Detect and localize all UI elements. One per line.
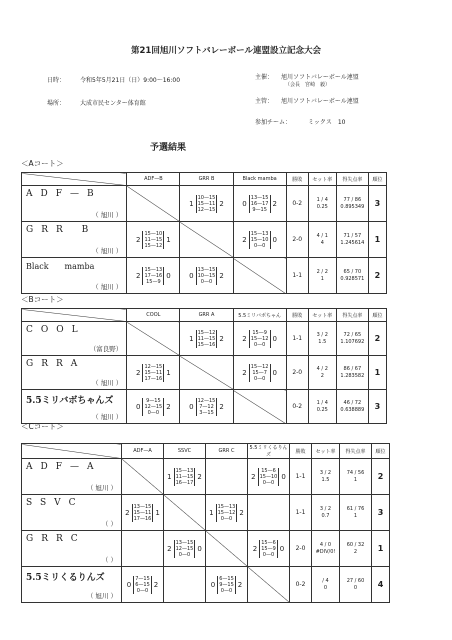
sets-lost: 2 [219, 402, 224, 411]
team-name: GRRC [26, 533, 86, 544]
point-count: 61 / 76 [346, 505, 365, 512]
column-header: 勝敗 [286, 173, 308, 186]
win-loss: 2-0 [286, 356, 308, 390]
sets-lost: 2 [219, 271, 224, 280]
set-count: / 4 [322, 577, 329, 584]
results-table [21, 172, 387, 294]
sets-lost: 2 [166, 402, 171, 411]
rank: 2 [368, 258, 386, 294]
match-cell [233, 322, 286, 356]
sets-lost: 0 [279, 544, 285, 553]
sets-won: 2 [136, 368, 141, 377]
column-header: GRR B [180, 173, 233, 186]
column-header: 順位 [368, 309, 386, 322]
set-scores: 15—12 15—7 0—0 [250, 363, 269, 382]
results-table [21, 308, 387, 424]
set-ratio [308, 322, 336, 356]
court-a-label: ＜Aコート＞ [21, 159, 64, 168]
win-loss: 0-2 [286, 186, 308, 222]
team-name: 5.5ミリくるりんズ [26, 572, 105, 583]
point-rate: 1 [353, 512, 358, 519]
match-cell [248, 459, 290, 495]
sets-lost: 1 [155, 508, 160, 517]
set-scores: 13—15 10—15 0—0 [197, 266, 216, 285]
sets-won: 2 [167, 544, 172, 553]
set-count: 3 / 2 [316, 331, 328, 338]
set-scores: 15—9 15—12 0—0 [250, 329, 269, 348]
sets-won: 0 [189, 271, 194, 280]
team-city: （ ） [101, 555, 117, 564]
self-match-cell [180, 222, 233, 258]
team-row [22, 356, 387, 390]
set-scores: 7—15 6—15 0—0 [135, 575, 150, 594]
win-loss: 2-0 [286, 222, 308, 258]
match-cell [248, 495, 290, 531]
team-name: COOL [26, 324, 86, 335]
set-count: 2 / 2 [316, 268, 328, 275]
self-match-cell [127, 186, 180, 222]
sets-won: 2 [136, 271, 141, 280]
team-cell [22, 459, 122, 495]
set-scores: 13—15 15—11 17—16 [133, 503, 152, 522]
team-cell [22, 322, 127, 356]
date-label: 日時： [47, 77, 66, 84]
results-table [21, 443, 390, 603]
match-cell [180, 390, 233, 424]
set-ratio [308, 186, 336, 222]
set-count: 3 / 2 [319, 505, 332, 512]
results-heading: 予選結果 [150, 143, 187, 153]
sets-lost: 2 [272, 199, 277, 208]
sets-lost: 2 [153, 580, 159, 589]
teams-value: ミックス 10 [308, 119, 346, 126]
sets-lost: 2 [219, 334, 224, 343]
self-match-cell [122, 459, 164, 495]
team-name: Black mamba [26, 261, 95, 271]
team-name: ADF—B [26, 188, 102, 199]
set-rate: 2 [320, 372, 324, 379]
team-name: SSVC [26, 497, 84, 508]
set-scores: 10—15 15—11 12—15 [197, 194, 216, 213]
set-scores: 12—15 15—11 17—16 [144, 363, 163, 382]
column-header: 得失点率 [336, 173, 368, 186]
point-ratio [336, 390, 368, 424]
match-cell [248, 531, 290, 567]
set-scores: 15—13 17—16 15—9 [144, 266, 163, 285]
sets-lost: 2 [219, 199, 224, 208]
team-cell [22, 186, 127, 222]
match-cell [233, 222, 286, 258]
column-header: 得失点率 [340, 444, 372, 459]
point-count: 46 / 72 [343, 399, 362, 406]
match-cell [180, 186, 233, 222]
manager-value: 旭川ソフトバレーボール連盟 [281, 98, 359, 105]
point-ratio [336, 222, 368, 258]
column-header: GRR A [180, 309, 233, 322]
corner-cell [22, 444, 122, 459]
point-count: 27 / 60 [346, 577, 365, 584]
point-rate: 0.895349 [340, 203, 365, 210]
set-rate: 0.25 [316, 406, 328, 413]
match-cell [164, 531, 206, 567]
sets-won: 0 [126, 580, 132, 589]
team-cell [22, 567, 122, 603]
column-header: 順位 [372, 444, 390, 459]
team-row [22, 222, 387, 258]
column-header: 5.5ミリくるりんズ [248, 444, 290, 459]
set-scores: 15—12 11—15 15—16 [197, 329, 216, 348]
win-loss: 0-2 [290, 567, 312, 603]
sets-lost: 2 [237, 580, 243, 589]
match-cell [164, 567, 206, 603]
column-header: セット率 [308, 309, 336, 322]
sets-won: 2 [242, 334, 247, 343]
team-city: （ 旭川 ） [86, 483, 117, 492]
rank: 1 [372, 531, 390, 567]
set-ratio [312, 567, 340, 603]
win-loss: 0-2 [286, 390, 308, 424]
host-note: （会長 宮崎 毅） [285, 82, 331, 88]
court-b-label: ＜Bコート＞ [21, 295, 64, 304]
match-cell [233, 356, 286, 390]
set-count: 1 / 4 [316, 196, 328, 203]
document-title: 第21回旭川ソフトバレーボール連盟設立記念大会 [131, 46, 321, 56]
point-rate: 0 [353, 584, 358, 591]
sets-won: 1 [189, 199, 194, 208]
point-ratio [336, 258, 368, 294]
sets-won: 2 [251, 472, 256, 481]
set-scores: 15—13 15—12 0—0 [217, 503, 236, 522]
set-scores: 15—13 15—10 0—0 [250, 230, 269, 249]
point-rate: 1.283582 [340, 372, 365, 379]
match-cell [122, 531, 164, 567]
point-ratio [336, 322, 368, 356]
team-city: （ 旭川 ） [92, 378, 123, 387]
set-scores: 15—6 15—10 0—0 [259, 467, 278, 486]
point-rate: 2 [353, 548, 358, 555]
sets-lost: 0 [281, 472, 286, 481]
set-scores: 15—10 11—15 15—12 [144, 230, 163, 249]
point-ratio [340, 567, 372, 603]
manager-label: 主管： [255, 98, 274, 105]
match-cell [206, 459, 248, 495]
set-ratio [312, 495, 340, 531]
point-rate: 1.107692 [340, 338, 365, 345]
match-cell [164, 459, 206, 495]
point-count: 74 / 56 [346, 469, 365, 476]
team-row [22, 186, 387, 222]
set-scores: 9—15 12—15 0—0 [144, 397, 163, 416]
team-city: （ 旭川 ） [86, 591, 117, 600]
column-header: 勝敗 [290, 444, 312, 459]
set-ratio [312, 459, 340, 495]
win-loss: 1-1 [286, 322, 308, 356]
match-cell [206, 495, 248, 531]
self-match-cell [233, 258, 286, 294]
point-ratio [340, 459, 372, 495]
team-name: GRR B [26, 224, 97, 235]
rank: 3 [372, 495, 390, 531]
sets-won: 2 [125, 508, 130, 517]
point-count: 71 / 57 [343, 232, 362, 239]
venue-label: 場所： [47, 100, 66, 107]
sets-won: 0 [210, 580, 216, 589]
team-row [22, 459, 390, 495]
sets-won: 2 [136, 235, 141, 244]
point-rate: 0.928571 [340, 275, 365, 282]
sets-lost: 1 [166, 368, 171, 377]
team-row [22, 495, 390, 531]
sets-lost: 0 [272, 368, 277, 377]
team-name: 5.5ミリバボちゃんズ [26, 395, 114, 406]
column-header: セット率 [308, 173, 336, 186]
match-cell [206, 567, 248, 603]
column-header: 得失点率 [336, 309, 368, 322]
sets-won: 1 [189, 334, 194, 343]
self-match-cell [180, 356, 233, 390]
match-cell [122, 567, 164, 603]
self-match-cell [248, 567, 290, 603]
point-rate: 1 [353, 476, 358, 483]
rank: 1 [368, 356, 386, 390]
column-header: Black mamba [233, 173, 286, 186]
sets-won: 2 [242, 235, 247, 244]
set-ratio [308, 356, 336, 390]
rank: 3 [368, 390, 386, 424]
sets-won: 0 [136, 402, 141, 411]
team-row [22, 567, 390, 603]
set-rate: 1.5 [318, 338, 327, 345]
team-row [22, 390, 387, 424]
match-cell [127, 390, 180, 424]
set-ratio [312, 531, 340, 567]
team-cell [22, 222, 127, 258]
corner-cell [22, 309, 127, 322]
column-header: GRR C [206, 444, 248, 459]
point-count: 65 / 70 [343, 268, 362, 275]
win-loss: 1-1 [290, 495, 312, 531]
team-cell [22, 390, 127, 424]
set-scores: 6—15 9—15 0—0 [219, 575, 234, 594]
set-count: 3 / 2 [319, 469, 332, 476]
sets-lost: 1 [166, 235, 171, 244]
column-header: 5.5ミリバボちゃん [233, 309, 286, 322]
set-scores: 13—15 16—17 9—15 [250, 194, 269, 213]
sets-won: 1 [209, 508, 214, 517]
set-rate: 0.7 [321, 512, 330, 519]
point-ratio [340, 495, 372, 531]
match-cell [127, 258, 180, 294]
self-match-cell [164, 495, 206, 531]
sets-lost: 0 [272, 334, 277, 343]
point-ratio [336, 356, 368, 390]
column-header: 順位 [368, 173, 386, 186]
rank: 2 [372, 459, 390, 495]
self-match-cell [233, 390, 286, 424]
team-name: GRRA [26, 358, 86, 369]
rank: 1 [368, 222, 386, 258]
team-cell [22, 495, 122, 531]
sets-won: 0 [189, 402, 194, 411]
match-cell [122, 495, 164, 531]
match-cell [233, 186, 286, 222]
win-loss: 1-1 [290, 459, 312, 495]
set-rate: 0.25 [316, 203, 328, 210]
team-row [22, 258, 387, 294]
set-count: 4 / 0 [319, 541, 332, 548]
self-match-cell [127, 322, 180, 356]
point-count: 60 / 32 [346, 541, 365, 548]
set-rate: 1.5 [321, 476, 330, 483]
point-ratio [340, 531, 372, 567]
sets-lost: 2 [197, 472, 202, 481]
rank: 4 [372, 567, 390, 603]
point-count: 72 / 65 [343, 331, 362, 338]
match-cell [180, 258, 233, 294]
match-cell [127, 222, 180, 258]
sets-lost: 0 [166, 271, 171, 280]
corner-cell [22, 173, 127, 186]
set-scores: 15—6 15—9 0—0 [261, 539, 276, 558]
set-rate: 4 [320, 239, 324, 246]
team-row [22, 322, 387, 356]
venue-value: 大成市民センター体育館 [80, 100, 146, 107]
point-count: 77 / 86 [343, 196, 362, 203]
set-rate: 0 [323, 584, 328, 591]
sets-won: 2 [242, 368, 247, 377]
sets-lost: 0 [272, 235, 277, 244]
point-count: 86 / 67 [343, 365, 362, 372]
match-cell [180, 322, 233, 356]
sets-won: 2 [252, 544, 258, 553]
set-scores: 15—13 11—15 16—17 [175, 467, 194, 486]
host-value: 旭川ソフトバレーボール連盟 [281, 74, 359, 81]
set-scores: 13—15 12—15 0—0 [175, 539, 194, 558]
set-count: 4 / 2 [316, 365, 328, 372]
date-value: 令和5年5月21日（日）9:00〜16:00 [80, 77, 181, 84]
set-ratio [308, 222, 336, 258]
win-loss: 1-1 [286, 258, 308, 294]
team-city: （ 旭川 ） [92, 412, 123, 421]
match-cell [127, 356, 180, 390]
set-ratio [308, 258, 336, 294]
set-scores: 12—15 7—12 3—15 [197, 397, 216, 416]
point-rate: 1.245614 [340, 239, 365, 246]
self-match-cell [206, 531, 248, 567]
column-header: 勝敗 [286, 309, 308, 322]
team-city: （ ） [101, 519, 117, 528]
rank: 3 [368, 186, 386, 222]
team-city: （ 旭川 ） [92, 282, 123, 291]
column-header: ADF—B [127, 173, 180, 186]
column-header: ADF—A [122, 444, 164, 459]
column-header: COOL [127, 309, 180, 322]
team-row [22, 531, 390, 567]
court-c-label: ＜Cコート＞ [21, 422, 64, 431]
column-header: SSVC [164, 444, 206, 459]
team-cell [22, 531, 122, 567]
host-label: 主催： [255, 74, 274, 81]
sets-lost: 2 [239, 508, 244, 517]
set-count: 4 / 1 [316, 232, 328, 239]
team-cell [22, 258, 127, 294]
column-header: セット率 [312, 444, 340, 459]
sets-won: 0 [242, 199, 247, 208]
set-rate: 1 [320, 275, 324, 282]
sets-lost: 0 [197, 544, 202, 553]
rank: 2 [368, 322, 386, 356]
win-loss: 2-0 [290, 531, 312, 567]
set-rate: #DIV/0! [315, 548, 336, 555]
set-ratio [308, 390, 336, 424]
point-rate: 0.638889 [340, 406, 365, 413]
team-cell [22, 356, 127, 390]
team-city: （ 旭川 ） [92, 246, 123, 255]
teams-label: 参加チーム： [255, 119, 292, 126]
set-count: 1 / 4 [316, 399, 328, 406]
team-city: （富良野） [89, 344, 123, 353]
point-ratio [336, 186, 368, 222]
sets-won: 1 [167, 472, 172, 481]
team-name: ADF—A [26, 461, 102, 472]
team-city: （ 旭川 ） [92, 210, 123, 219]
